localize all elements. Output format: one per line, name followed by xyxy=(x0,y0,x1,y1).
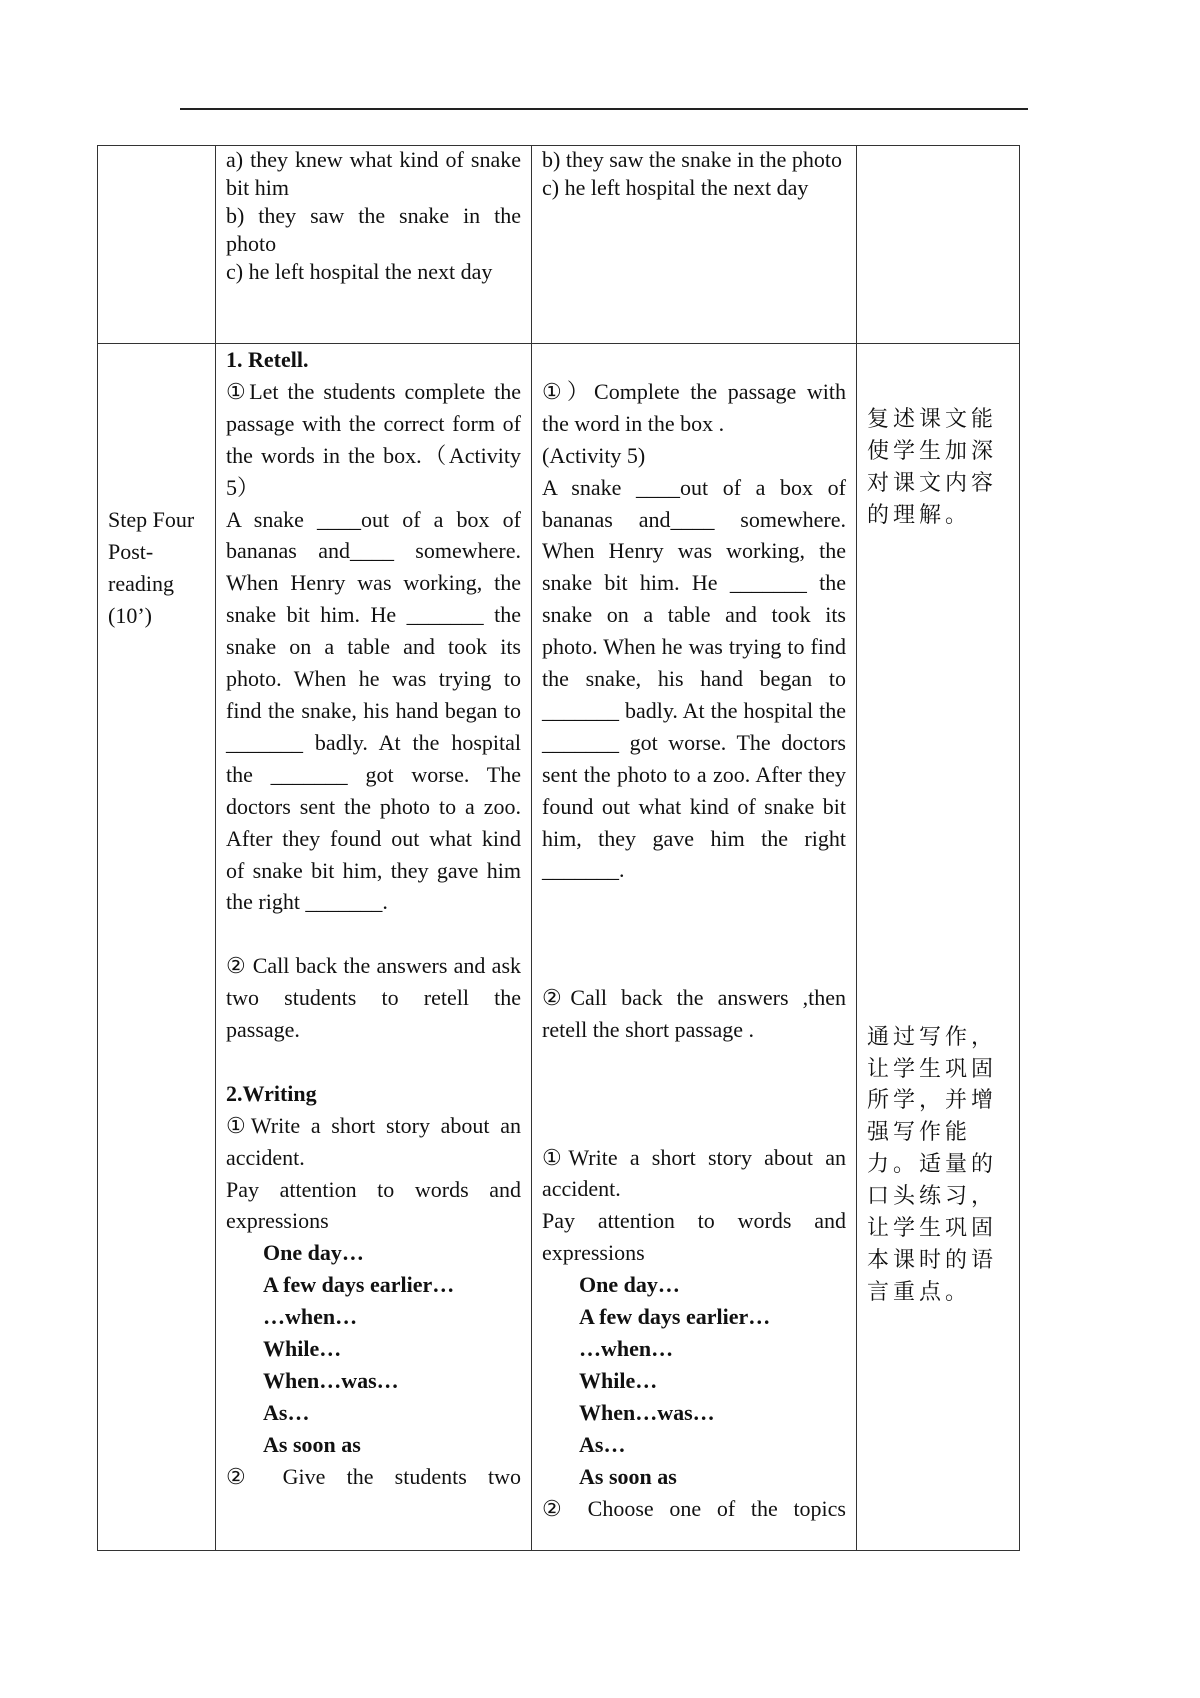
header-rule xyxy=(180,108,1028,110)
lesson-plan-table xyxy=(97,145,1020,1551)
expression-item: …when… xyxy=(579,1335,674,1361)
student-activity-cell xyxy=(532,146,857,344)
retell-instruction: ①）Complete the passage with the word in the box . xyxy=(542,378,846,436)
step-label: reading xyxy=(108,570,174,596)
expression-item: As… xyxy=(263,1399,310,1425)
teacher-activity-cell xyxy=(216,344,532,1551)
activity-label: (Activity 5) xyxy=(542,442,646,468)
expression-item: One day… xyxy=(579,1272,680,1298)
expression-item: While… xyxy=(263,1336,342,1362)
option-text: c) he left hospital the next day xyxy=(226,259,493,284)
expression-item: …when… xyxy=(263,1304,358,1330)
expression-item: A few days earlier… xyxy=(263,1272,455,1298)
student-activity-cell xyxy=(532,344,857,1551)
purpose-cell xyxy=(857,146,1020,344)
table-row xyxy=(98,146,1020,344)
writing-instruction: ①Write a short story about an accident. xyxy=(226,1112,521,1170)
expression-item: As soon as xyxy=(579,1463,677,1489)
expression-item: While… xyxy=(579,1367,658,1393)
writing-purpose-note: 通过写作，让学生巩固所学，并增强写作能力。适量的口头练习，让学生巩固本课时的语言重点。 xyxy=(867,1024,998,1305)
writing-instruction: ①Write a short story about an accident. xyxy=(542,1144,846,1202)
expression-item: As… xyxy=(579,1431,626,1457)
expression-item: As soon as xyxy=(263,1431,361,1457)
step-cell xyxy=(98,344,216,1551)
option-text: b) they saw the snake in the photo xyxy=(542,147,842,172)
retell-purpose-note: 复述课文能使学生加深对课文内容的理解。 xyxy=(867,407,998,528)
expression-item: One day… xyxy=(263,1240,364,1266)
step-time: (10’) xyxy=(108,602,152,628)
step-cell xyxy=(98,146,216,344)
writing-heading: 2.Writing xyxy=(226,1080,317,1106)
writing-attention: Pay attention to words and expressions xyxy=(226,1176,521,1234)
retell-passage: A snake ____out of a box of bananas and____ somewhere. When Henry was working, the snake bit him. He _______ the snake on a table and took its photo. When he was trying to find the snake, his hand began to _______ badly. At the hospital the _______ got worse. The doctors sent the photo to a zoo. After they found out what kind of snake bit him, they gave him the right _______. xyxy=(542,474,846,883)
writing-topics-line: ② Give the students two xyxy=(226,1463,521,1489)
option-text: b) they saw the snake in the photo xyxy=(226,203,521,256)
expression-item: When…was… xyxy=(263,1367,399,1393)
table-row xyxy=(98,344,1020,1551)
retell-heading: 1. Retell. xyxy=(226,347,309,372)
step-label: Post- xyxy=(108,538,154,564)
option-text: c) he left hospital the next day xyxy=(542,175,809,200)
expression-item: When…was… xyxy=(579,1399,715,1425)
writing-topics-line: ② Choose one of the topics xyxy=(542,1495,846,1521)
writing-attention: Pay attention to words and expressions xyxy=(542,1208,846,1266)
purpose-cell xyxy=(857,344,1020,1551)
retell-instruction: ①Let the students complete the passage with the correct form of the words in the box.（Activity 5） xyxy=(226,378,521,500)
expression-item: A few days earlier… xyxy=(579,1304,771,1330)
teacher-activity-cell xyxy=(216,146,532,344)
retell-call-back: ② Call back the answers and ask two students to retell the passage. xyxy=(226,953,521,1043)
option-text: a) they knew what kind of snake bit him xyxy=(226,147,521,200)
step-label: Step Four xyxy=(108,507,195,532)
retell-passage: A snake ____out of a box of bananas and____ somewhere. When Henry was working, the snake bit him. He _______ the snake on a table and took its photo. When he was trying to find the snake, his hand began to _______ badly. At the hospital the _______ got worse. The doctors sent the photo to a zoo. After they found out what kind of snake bit him, they gave him the right _______. xyxy=(226,506,521,915)
retell-call-back: ②Call back the answers ,then retell the short passage . xyxy=(542,985,846,1042)
